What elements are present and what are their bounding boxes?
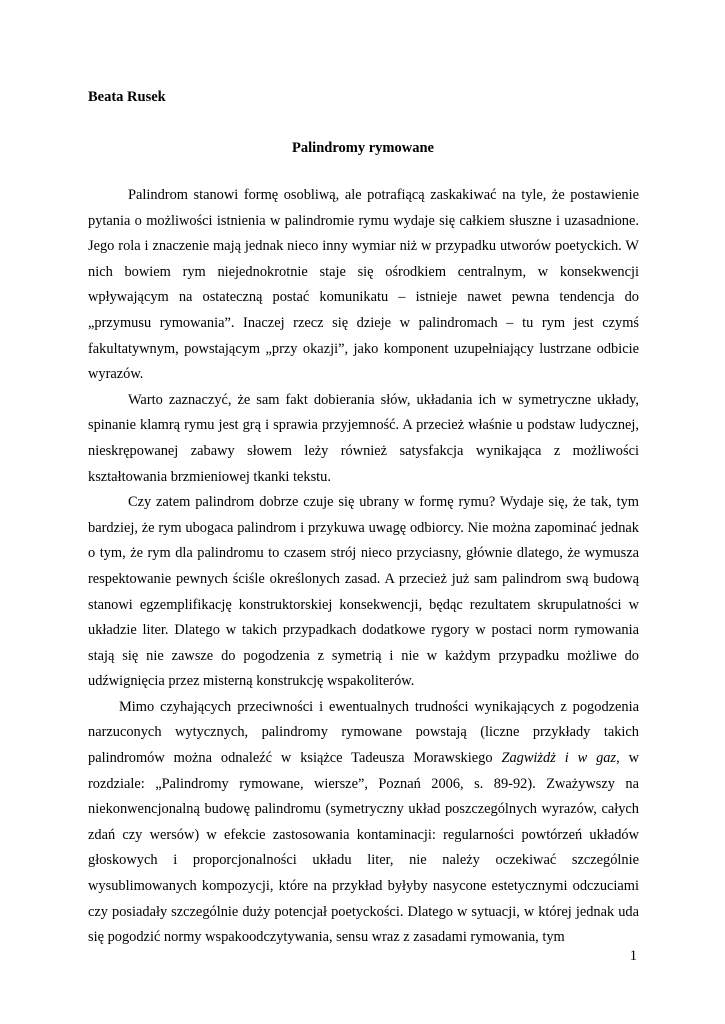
page-number: 1	[629, 948, 637, 964]
book-title: Zagwiżdż i w gaz	[501, 750, 617, 767]
paragraph-2: Warto zaznaczyć, że sam fakt dobierania słów, układania ich w symetryczne układy, spinanie klamrą rymu jest grą i sprawia przyjemność. A przecież właśnie u podstaw ludycznej, nieskrępowanej zabawy słowem leży również satysfakcja wynikająca z możliwości kształtowania brzmieniowej tkanki tekstu.	[88, 391, 639, 485]
paragraph-4-text-after: , w rozdziale: „Palindromy rymowane, wiersze”, Poznań 2006, s. 89-92). Zważywszy na niekonwencjonalną budowę palindromu (symetryczny układ poszczególnych wyrazów, całych zdań czy wersów) w efekcie zastosowania kontaminacji: regularności powtórzeń układów głoskowych i proporcjonalności układu liter, nie należy oczekiwać szczególnie wysublimowanych kompozycji, które na przykład byłyby nasycone estetycznymi odczuciami czy posiadały szczególnie duży potencjał poetyckości. Dlatego w sytuacji, w której jednak uda się pogodzić normy wspakoodczytywania, sensu wraz z zasadami rymowania, tym	[88, 750, 639, 946]
document-title: Palindromy rymowane	[292, 140, 434, 156]
body-text	[88, 183, 639, 951]
paragraph-1: Palindrom stanowi formę osobliwą, ale potrafiącą zaskakiwać na tyle, że postawienie pytania o możliwości istnienia w palindromie rymu wydaje się całkiem słuszne i uzasadnione. Jego rola i znaczenie mają jednak nieco inny wymiar niż w przypadku utworów poetyckich. W nich bowiem rym niejednokrotnie staje się ośrodkiem centralnym, w konsekwencji wpływającym na ostateczną postać komunikatu – istnieje nawet pewna tendencja do „przymusu rymowania”. Inaczej rzecz się dzieje w palindromach – tu rym jest czymś fakultatywnym, powstającym „przy okazji”, jako komponent uzupełniający lustrzane odbicie wyrazów.	[88, 187, 639, 383]
author-name: Beata Rusek	[88, 89, 166, 105]
paragraph-4	[88, 695, 639, 951]
paragraph-3: Czy zatem palindrom dobrze czuje się ubrany w formę rymu? Wydaje się, że tak, tym bardziej, że rym ubogaca palindrom i przykuwa uwagę odbiorcy. Nie można zapominać jednak o tym, że rym dla palindromu to czasem strój nieco przyciasny, głównie dlatego, że wymusza respektowanie pewnych ściśle określonych zasad. A przecież już sam palindrom swą budową stanowi egzemplifikację konstruktorskiej konsekwencji, będąc rezultatem skrupulatności w układzie liter. Dlatego w takich przypadkach dodatkowe rygory w postaci norm rymowania stają się nie zawsze do pogodzenia z symetrią i nie w każdym przypadku możliwe do udźwignięcia przez misterną konstrukcję wspakoliterów.	[88, 494, 639, 690]
paragraph-4-text-before: Mimo czyhających przeciwności i ewentualnych trudności wynikających z pogodzenia narzuconych wytycznych, palindromy rymowane powstają (liczne przykłady takich palindromów można odnaleźć w książce Tadeusza Morawskiego	[88, 698, 639, 767]
